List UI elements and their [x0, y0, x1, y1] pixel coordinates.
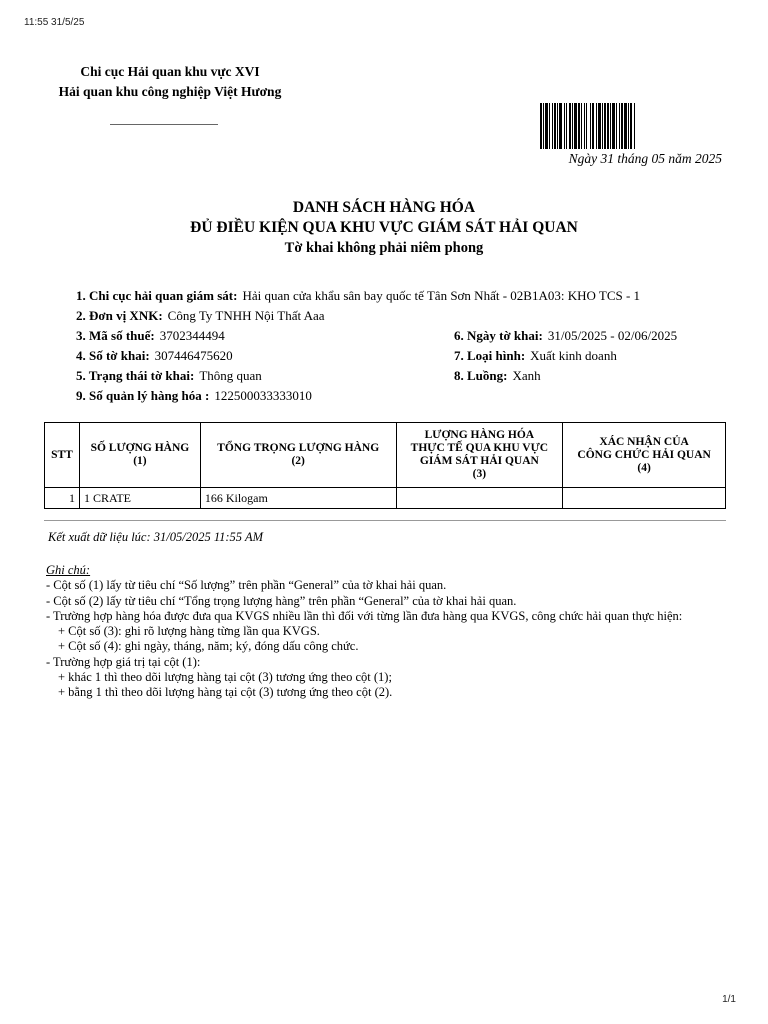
field-value: Xuất kinh doanh: [530, 348, 617, 363]
header-actual-quantity: [396, 423, 563, 488]
field-value: 3702344494: [159, 328, 225, 343]
table-header-row: [45, 423, 726, 488]
header-officer-confirmation: [563, 423, 726, 488]
header-text: XÁC NHẬN CỦA: [599, 435, 689, 448]
header-number: (1): [133, 455, 147, 467]
cell-quantity: 1 CRATE: [79, 488, 200, 509]
field-declaration-date: [454, 328, 677, 344]
header-text: THỰC TẾ QUA KHU VỰC: [410, 442, 549, 454]
field-value: Xanh: [512, 368, 541, 383]
field-status: [76, 368, 262, 384]
org-line-1: Chi cục Hải quan khu vực XVI: [80, 64, 260, 79]
header-quantity: [79, 423, 200, 488]
field-label: 7. Loại hình:: [454, 348, 526, 363]
org-line-2: Hải quan khu công nghiệp Việt Hương: [58, 84, 282, 99]
field-label: 2. Đơn vị XNK:: [76, 308, 163, 323]
barcode-bar: [635, 103, 636, 149]
field-value: 122500033333010: [214, 388, 312, 403]
field-value: Hải quan cửa khẩu sân bay quốc tế Tân Sơn Nhất - 02B1A03: KHO TCS - 1: [242, 288, 641, 303]
field-value: 31/05/2025 - 02/06/2025: [547, 328, 678, 343]
field-customs-branch: [76, 288, 640, 304]
field-label: 3. Mã số thuế:: [76, 328, 155, 343]
barcode: [540, 103, 720, 149]
field-value: Thông quan: [199, 368, 262, 383]
header-text: LƯỢNG HÀNG HÓA: [424, 429, 535, 441]
header-number: (4): [637, 461, 651, 474]
field-label: 1. Chi cục hải quan giám sát:: [76, 288, 238, 303]
cell-stt: 1: [45, 488, 80, 509]
field-channel: [454, 368, 541, 384]
issuing-office: [40, 62, 300, 102]
header-stt: STT: [45, 423, 80, 488]
field-value: 307446475620: [154, 348, 233, 363]
field-tax-code: [76, 328, 225, 344]
notes-heading: Ghi chú:: [46, 563, 91, 577]
note-subitem: + khác 1 thì theo dõi lượng hàng tại cột (3) tương ứng theo cột (1);: [58, 670, 392, 685]
title-line-1: DANH SÁCH HÀNG HÓA: [292, 199, 476, 216]
note-subitem: + bằng 1 thì theo dõi lượng hàng tại cột (3) tương ứng theo cột (2).: [58, 685, 393, 700]
goods-table: [44, 422, 726, 509]
export-time: Kết xuất dữ liệu lúc: 31/05/2025 11:55 AM: [48, 530, 264, 544]
cell-weight: 166 Kilogam: [200, 488, 396, 509]
header-number: (3): [472, 468, 487, 480]
title-line-3: Tờ khai không phải niêm phong: [284, 240, 484, 256]
header-number: (2): [291, 455, 305, 467]
header-text: GIÁM SÁT HẢI QUAN: [419, 455, 539, 467]
cell-officer-confirmation: [563, 488, 726, 509]
notes-section: [46, 563, 722, 701]
cell-actual-quantity: [396, 488, 563, 509]
note-item: - Trường hợp hàng hóa được đưa qua KVGS nhiều lần thì đối với từng lần đưa hàng qua KVGS, công chức hải quan thực hiện:: [46, 608, 683, 623]
note-item: - Cột số (1) lấy từ tiêu chí “Số lượng” trên phần “General” của tờ khai hải quan.: [46, 578, 447, 593]
header-text: CÔNG CHỨC HẢI QUAN: [577, 448, 711, 461]
table-row: [45, 488, 726, 509]
header-text: SỐ LƯỢNG HÀNG: [90, 442, 190, 454]
document-date: Ngày 31 tháng 05 năm 2025: [568, 151, 722, 166]
note-subitem: + Cột số (3): ghi rõ lượng hàng từng lần qua KVGS.: [58, 624, 320, 639]
field-value: Công Ty TNHH Nội Thất Aaa: [167, 308, 325, 323]
field-label: 8. Luồng:: [454, 368, 508, 383]
field-label: 9. Số quản lý hàng hóa :: [76, 388, 210, 403]
divider: [44, 520, 726, 521]
field-type: [454, 348, 617, 364]
field-goods-id: [76, 388, 312, 404]
field-label: 6. Ngày tờ khai:: [454, 328, 543, 343]
note-subitem: + Cột số (4): ghi ngày, tháng, năm; ký, đóng dấu công chức.: [58, 639, 359, 654]
note-item: - Trường hợp giá trị tại cột (1):: [46, 654, 201, 669]
org-underline: [110, 124, 218, 125]
field-label: 4. Số tờ khai:: [76, 348, 150, 363]
field-company: [76, 308, 325, 324]
field-declaration-number: [76, 348, 233, 364]
note-item: - Cột số (2) lấy từ tiêu chí “Tổng trọng lượng hàng” trên phần “General” của tờ khai hải quan.: [46, 593, 517, 608]
header-text: TỔNG TRỌNG LƯỢNG HÀNG: [217, 442, 380, 454]
print-timestamp: 11:55 31/5/25: [24, 17, 85, 28]
header-weight: [200, 423, 396, 488]
title-line-2: ĐỦ ĐIỀU KIỆN QUA KHU VỰC GIÁM SÁT HẢI QUAN: [190, 219, 578, 236]
page-number: 1/1: [722, 994, 736, 1005]
document-title: [0, 198, 768, 258]
field-label: 5. Trạng thái tờ khai:: [76, 368, 195, 383]
